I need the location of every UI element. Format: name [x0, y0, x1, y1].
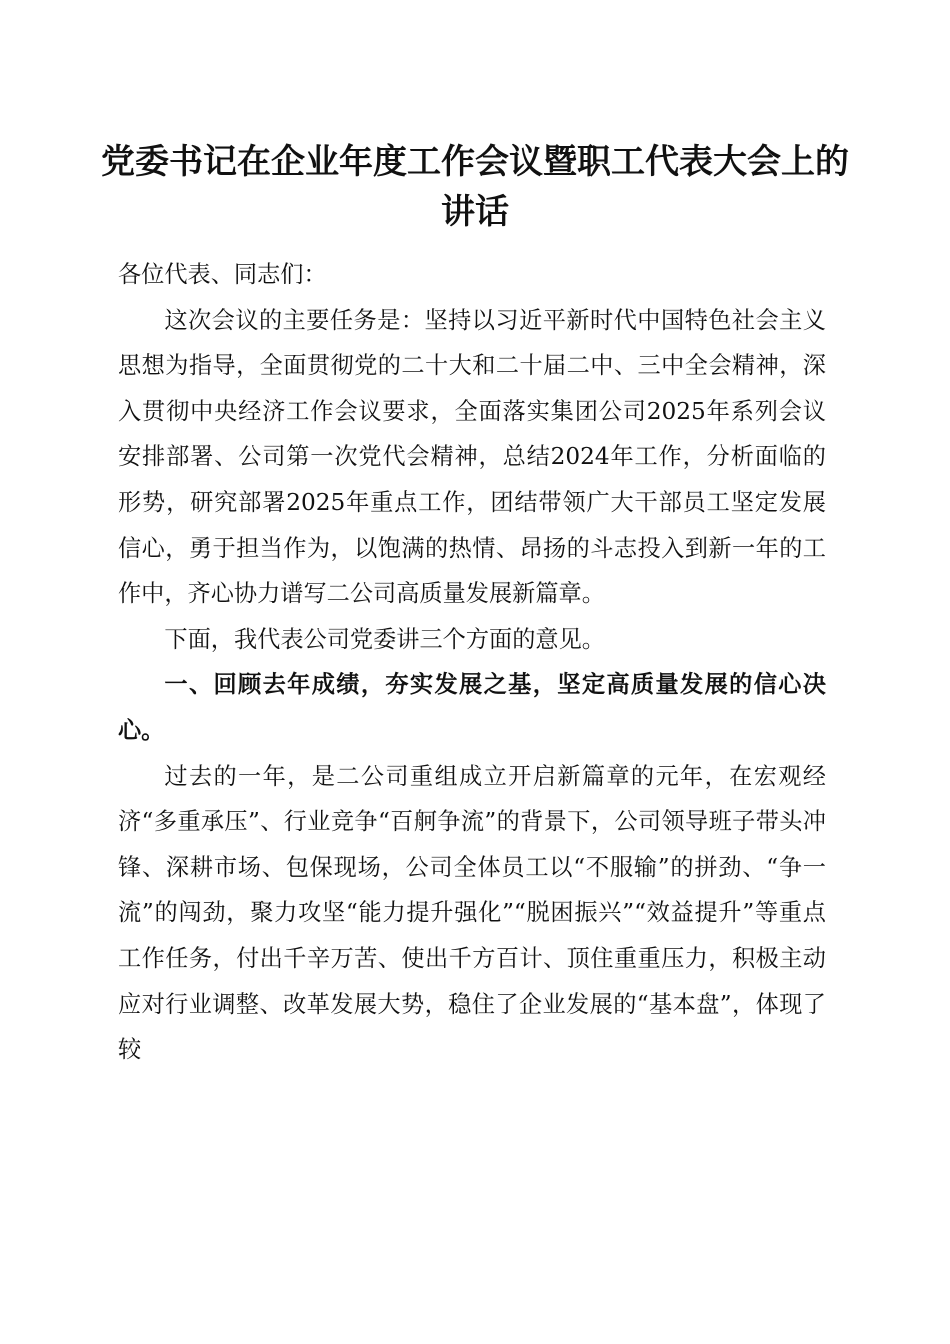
paragraph-section-1: 过去的一年，是二公司重组成立开启新篇章的元年，在宏观经济“多重承压”、行业竞争“百舸争流”的背景下，公司领导班子带头冲锋、深耕市场、包保现场，公司全体员工以“不服输”的拼劲、“争一流”的闯劲，聚力攻坚“能力提升强化”“脱困振兴”“效益提升”等重点工作任务，付出千辛万苦、使出千方百计、顶住重重压力，积极主动应对行业调整、改革发展大势，稳住了企业发展的“基本盘”，体现了较: [118, 762, 826, 1064]
section-heading-1: 一、回顾去年成绩，夯实发展之基，坚定高质量发展的信心决心。: [118, 671, 826, 744]
paragraph-transition: 下面，我代表公司党委讲三个方面的意见。: [164, 625, 605, 653]
document-title: 党委书记在企业年度工作会议暨职工代表大会上的讲话: [101, 142, 849, 232]
paragraph-intro: 这次会议的主要任务是：坚持以习近平新时代中国特色社会主义思想为指导，全面贯彻党的二十大和二十届二中、三中全会精神，深入贯彻中央经济工作会议要求，全面落实集团公司2025年系列会议安排部署、公司第一次党代会精神，总结2024年工作，分析面临的形势，研究部署2025年重点工作，团结带领广大干部员工坚定发展信心，勇于担当作为，以饱满的热情、昂扬的斗志投入到新一年的工作中，齐心协力谱写二公司高质量发展新篇章。: [118, 306, 826, 608]
document-body: [118, 252, 826, 1073]
salutation: 各位代表、同志们：: [118, 261, 327, 288]
